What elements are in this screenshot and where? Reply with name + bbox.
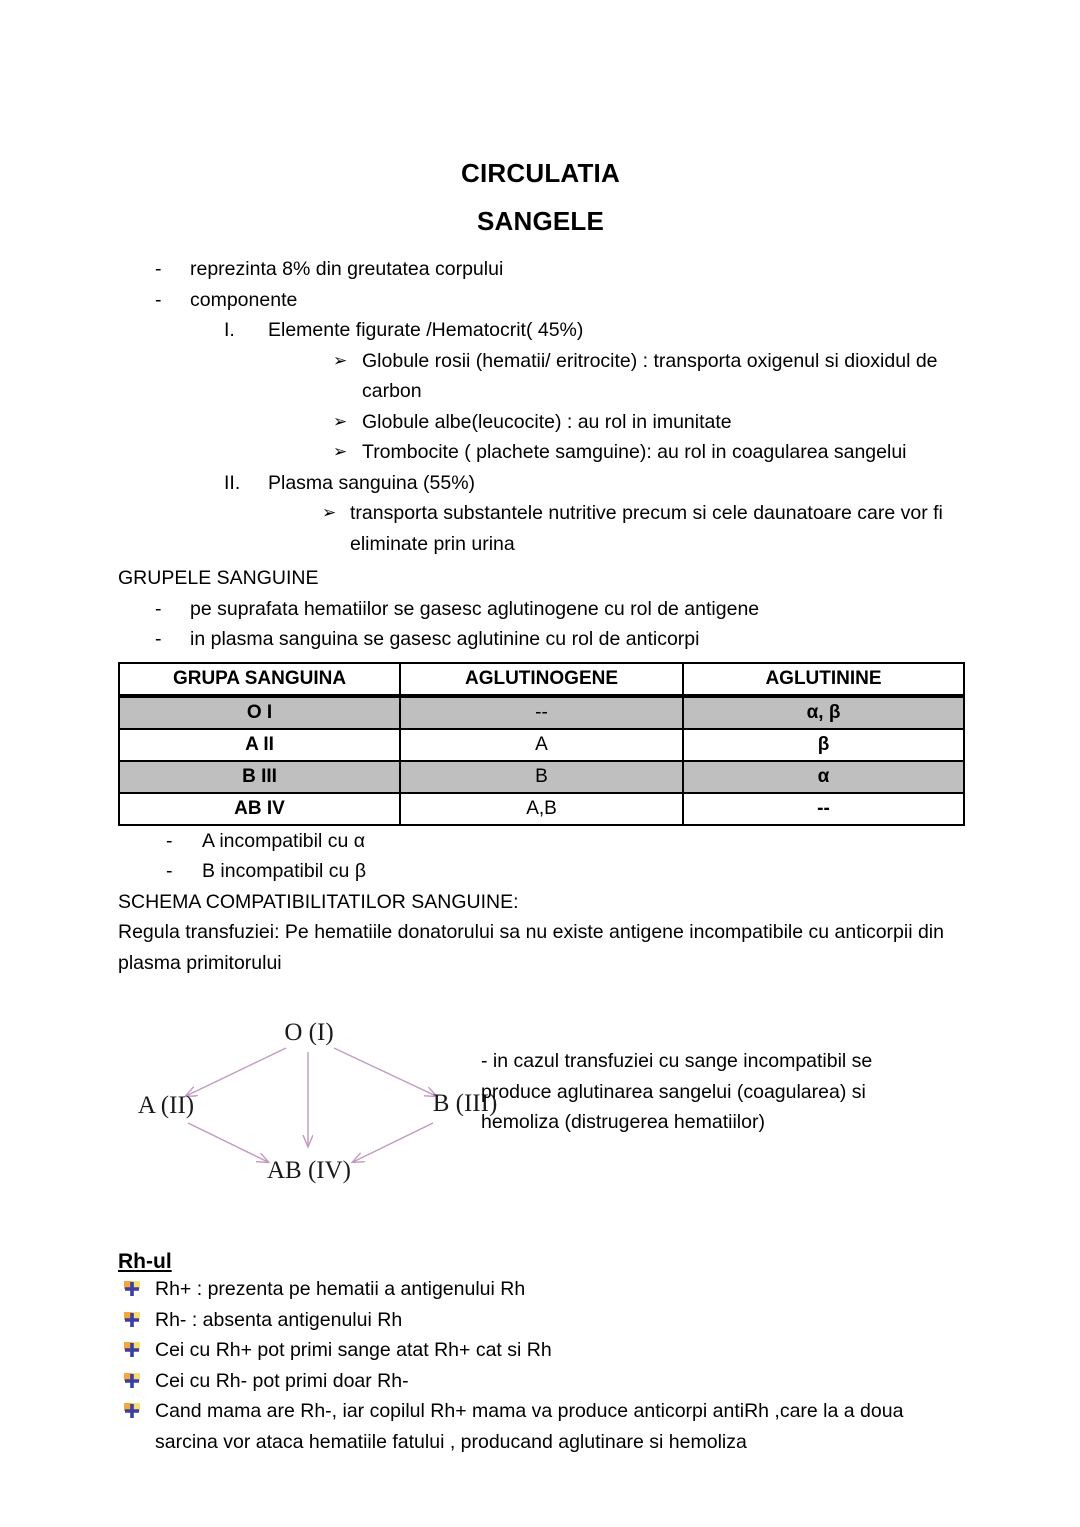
table-cell-aglutinogene: B: [400, 761, 683, 793]
list-item: [118, 346, 963, 407]
table-cell-group: B III: [119, 761, 400, 793]
list-item: [118, 437, 963, 468]
list-item-text: Globule rosii (hematii/ eritrocite) : transporta oxigenul si dioxidul de carbon: [362, 349, 938, 402]
list-item-text: A incompatibil cu α: [202, 829, 366, 852]
table-cell-group: A II: [119, 729, 400, 761]
arrow-a-to-ab: [188, 1123, 268, 1162]
list-item: [118, 856, 963, 887]
table-header-cell: AGLUTININE: [683, 663, 964, 696]
diagram-node-o: O (I): [284, 1019, 334, 1046]
table-cell-aglutinogene: A: [400, 729, 683, 761]
roman-marker: II.: [224, 471, 241, 494]
list-item-text: Cei cu Rh- pot primi doar Rh-: [155, 1369, 409, 1392]
dash-marker: -: [166, 829, 173, 852]
list-item: [118, 826, 963, 857]
list-item: [118, 1396, 963, 1457]
document-content: [118, 0, 963, 1457]
table-cell-aglutinine: α, β: [683, 696, 964, 729]
list-item-text: transporta substantele nutritive precum si cele daunatoare care vor fi eliminate prin urina: [350, 502, 943, 555]
list-item-text: componente: [190, 288, 298, 311]
list-item-text: Plasma sanguina (55%): [268, 471, 476, 494]
table-cell-aglutinine: β: [683, 729, 964, 761]
list-item: [118, 1335, 963, 1366]
table-cell-aglutinogene: A,B: [400, 793, 683, 825]
list-item-text: Cei cu Rh+ pot primi sange atat Rh+ cat si Rh: [155, 1339, 552, 1361]
list-item-text: Trombocite ( plachete samguine): au rol in coagularea sangelui: [362, 441, 907, 463]
dash-marker: -: [155, 628, 162, 650]
arrow-bullet-icon: ➢: [333, 411, 348, 431]
list-item-text: Globule albe(leucocite) : au rol in imunitate: [362, 410, 732, 433]
arrow-bullet-icon: ➢: [333, 442, 348, 461]
table-header-cell: GRUPA SANGUINA: [119, 663, 400, 696]
list-item: [118, 407, 963, 438]
diagram-node-b: B (III): [432, 1090, 498, 1117]
page-subtitle: SANGELE: [476, 206, 605, 236]
arrow-bullet-icon: ➢: [333, 350, 348, 370]
diagram-node-ab: AB (IV): [266, 1157, 352, 1184]
table-cell-aglutinogene: --: [400, 696, 683, 729]
list-item-text: Cand mama are Rh-, iar copilul Rh+ mama va produce anticorpi antiRh ,care la a doua sarcina vor ataca hematiile fatului , producand aglutinare si hemoliza: [155, 1400, 904, 1453]
list-item-text: reprezinta 8% din greutatea corpului: [190, 258, 504, 280]
list-item: [118, 1274, 963, 1305]
table-row: [119, 761, 964, 793]
cross-bullet-icon: [124, 1403, 140, 1419]
arrow-bullet-icon: ➢: [322, 503, 337, 522]
list-item-text: Elemente figurate /Hematocrit( 45%): [268, 319, 584, 341]
arrow-b-to-ab: [353, 1123, 433, 1162]
cross-bullet-icon: [124, 1281, 140, 1297]
arrow-o-to-a: [186, 1048, 286, 1096]
blood-groups-table: [118, 662, 965, 826]
list-item-text: Rh+ : prezenta pe hematii a antigenului Rh: [155, 1278, 526, 1300]
compatibility-diagram: [118, 1006, 963, 1214]
diagram-note-text: - in cazul transfuziei cu sange incompatibil se produce aglutinarea sangelui (coagularea) si hemoliza (distrugerea hematiilor): [481, 1050, 873, 1133]
list-item: [118, 498, 963, 559]
table-cell-aglutinine: --: [683, 793, 964, 825]
section-heading-schema: SCHEMA COMPATIBILITATILOR SANGUINE:: [118, 890, 519, 913]
list-item-text: Rh- : absenta antigenului Rh: [155, 1308, 403, 1331]
section-heading-grupele-sanguine: GRUPELE SANGUINE: [118, 567, 319, 589]
list-item-text: pe suprafata hematiilor se gasesc aglutinogene cu rol de antigene: [190, 597, 760, 620]
page-title: CIRCULATIA: [461, 158, 620, 188]
table-row: [119, 696, 964, 729]
dash-marker: -: [155, 597, 162, 620]
dash-marker: -: [155, 288, 162, 311]
dash-marker: -: [155, 258, 162, 280]
rh-section: [118, 1214, 963, 1457]
cross-bullet-icon: [124, 1342, 140, 1358]
table-cell-group: O I: [119, 696, 400, 729]
list-item: [118, 1305, 963, 1336]
rh-section-title: Rh-ul: [118, 1250, 172, 1273]
list-item: [118, 468, 963, 499]
schema-rule-text: Regula transfuziei: Pe hematiile donatorului sa nu existe antigene incompatibile cu anticorpii din plasma primitorului: [118, 921, 944, 974]
compatibility-diagram-svg: [118, 1006, 518, 1206]
list-item: [118, 624, 963, 655]
table-row: [119, 793, 964, 825]
list-item-text: B incompatibil cu β: [202, 860, 367, 882]
roman-marker: I.: [224, 319, 235, 341]
table-cell-group: AB IV: [119, 793, 400, 825]
table-header-row: [119, 663, 964, 696]
dash-marker: -: [166, 860, 173, 882]
diagram-node-a: A (II): [137, 1092, 195, 1119]
cross-bullet-icon: [124, 1373, 140, 1389]
cross-bullet-icon: [124, 1312, 140, 1328]
list-item: [118, 1366, 963, 1397]
table-cell-aglutinine: α: [683, 761, 964, 793]
list-item: [118, 285, 963, 316]
table-header-cell: AGLUTINOGENE: [400, 663, 683, 696]
arrow-o-to-b: [334, 1048, 436, 1096]
list-item: [118, 315, 963, 346]
list-item: [118, 594, 963, 625]
list-item: [118, 254, 963, 285]
list-item-text: in plasma sanguina se gasesc aglutinine cu rol de anticorpi: [190, 628, 700, 650]
table-row: [119, 729, 964, 761]
